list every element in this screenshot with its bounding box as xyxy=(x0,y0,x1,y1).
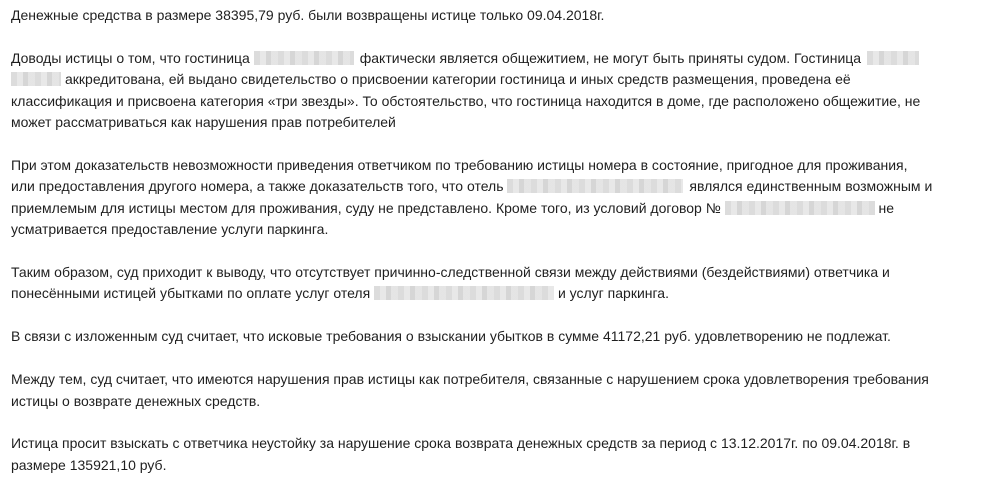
text-fragment: Таким образом, суд приходит к выводу, что отсутствует причинно-следственной связи между действиями (бездействиями) ответчика и xyxy=(11,264,890,281)
redacted-hotel-name xyxy=(254,51,354,65)
paragraph-refund-date xyxy=(11,5,991,26)
text-line xyxy=(11,5,991,26)
text-line xyxy=(11,69,991,90)
text-fragment: Денежные средства в размере 38395,79 руб. были возвращены истице только 09.04.2018г. xyxy=(11,7,605,23)
text-line xyxy=(11,369,991,390)
paragraph-consumer-rights xyxy=(11,369,991,412)
text-fragment: Истица просит взыскать с ответчика неустойку за нарушение срока возврата денежных средств за период с 13.12.2017г. по 09.04.2018г. в xyxy=(11,435,911,452)
text-line xyxy=(11,455,991,476)
text-line xyxy=(11,155,991,176)
text-fragment: или предоставления другого номера, а также доказательств того, что отель xyxy=(11,178,508,195)
text-line xyxy=(11,391,991,412)
redacted-hotel-name xyxy=(507,179,683,193)
redacted-hotel-name xyxy=(11,72,61,86)
text-fragment: размере 135921,10 руб. xyxy=(11,456,167,473)
paragraph-claims-rejected xyxy=(11,326,991,347)
text-fragment: Между тем, суд считает, что имеются нарушения прав истицы как потребителя, связанные с нарушением срока удовлетворения требования xyxy=(11,371,929,388)
redacted-hotel-name xyxy=(374,286,554,300)
paragraph-conclusion xyxy=(11,262,991,305)
text-line xyxy=(11,198,991,219)
text-fragment: фактически является общежитием, не могут быть приняты судом. Гостиница xyxy=(359,49,862,66)
text-fragment: приемлемым для истицы местом для проживания, суду не представлено. Кроме того, из условий договор № xyxy=(11,199,725,216)
text-fragment: усматривается предоставление услуги паркинга. xyxy=(11,221,329,238)
text-fragment: аккредитована, ей выдано свидетельство о присвоении категории гостиница и иных средств размещения, проведена её xyxy=(65,71,851,88)
text-line xyxy=(11,219,991,240)
text-fragment: В связи с изложенным суд считает, что исковые требования о взыскании убытков в сумме 41172,21 руб. удовлетворению не подлежат. xyxy=(11,328,891,345)
redacted-contract-number xyxy=(725,201,875,215)
text-line xyxy=(11,112,991,133)
text-fragment: может рассматриваться как нарушения прав потребителей xyxy=(11,114,396,131)
text-fragment: Доводы истицы о том, что гостиница xyxy=(11,49,254,66)
text-fragment: При этом доказательств невозможности приведения ответчиком по требованию истицы номера в состояние, пригодное для проживания, xyxy=(11,156,908,173)
text-fragment: истицы о возврате денежных средств. xyxy=(11,392,261,409)
text-fragment: и услуг паркинга. xyxy=(554,285,669,302)
text-fragment: классификация и присвоена категория «три звезды». То обстоятельство, что гостиница находится в доме, где расположено общежитие, не xyxy=(11,92,921,109)
redacted-hotel-name xyxy=(867,51,919,65)
text-line xyxy=(11,283,991,304)
paragraph-hotel-arguments xyxy=(11,48,991,134)
paragraph-evidence xyxy=(11,155,991,241)
document-body xyxy=(11,5,991,498)
text-line xyxy=(11,48,991,69)
text-fragment: понесёнными истицей убытками по оплате услуг отеля xyxy=(11,285,375,302)
text-line xyxy=(11,262,991,283)
text-line xyxy=(11,91,991,112)
text-line xyxy=(11,176,991,197)
text-line xyxy=(11,433,991,454)
paragraph-penalty-claim xyxy=(11,433,991,476)
text-fragment: не xyxy=(874,199,895,216)
text-fragment: являлся единственным возможным и xyxy=(689,178,933,195)
text-line xyxy=(11,326,991,347)
